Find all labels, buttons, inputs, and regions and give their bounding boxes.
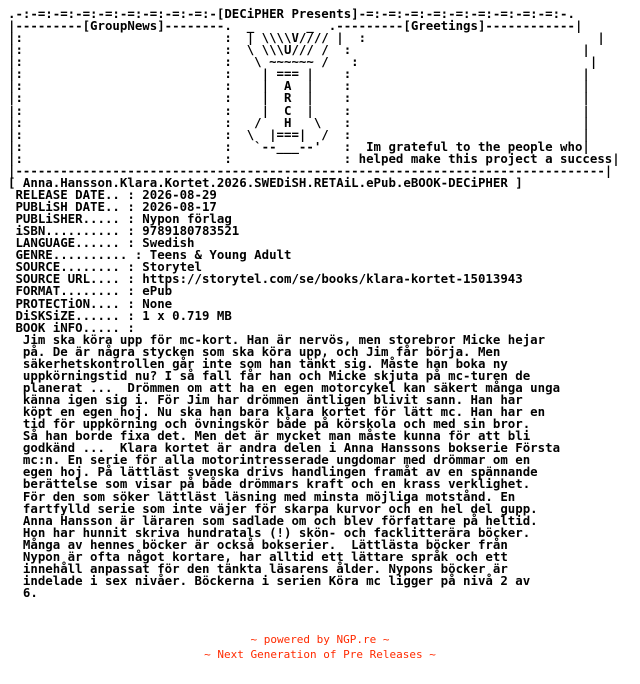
book-info-line: Många av hennes böcker är också bokserier. Lättlästa böcker från	[8, 536, 508, 552]
banner-line: |-------------------------------------------------------------------------------|	[8, 162, 613, 178]
book-info-line: Anna Hansson är läraren som sadlade om och blev författare på heltid.	[8, 512, 538, 528]
info-field-label: PUBLiSHER..... :	[8, 211, 143, 227]
info-field-label: RELEASE DATE.. :	[8, 186, 143, 202]
book-info-line: Jim ska köra upp för mc-kort. Han är nervös, men storebror Micke hejar	[8, 331, 546, 347]
info-field-label: PROTECTiON.... :	[8, 295, 143, 311]
book-info-line: fartfylld serie som inte väjer för skarpa kurvor och en hel del gupp.	[8, 500, 538, 516]
footer-tagline: ~ Next Generation of Pre Releases ~	[204, 648, 436, 661]
book-info-line: indelade i sex nivåer. Böckerna i serien Köra mc ligger på nivå 2 av	[8, 572, 531, 588]
book-info-line: planerat ... Drömmen om att ha en egen motorcykel kan säkert många unga	[8, 379, 561, 395]
banner-line: |: : `--___--' : Im grateful to the people who|	[8, 138, 590, 154]
info-field-label: DiSKSiZE...... :	[8, 307, 143, 323]
book-info-line: För den som söker lättläst läsning med minsta möjliga motstånd. En	[8, 488, 516, 504]
banner-line: |: : \ |===| / : |	[8, 126, 590, 142]
book-info-line: tid för uppkörning och övningskör både på körskola och med sin bror.	[8, 416, 531, 432]
info-field-value: 2026-08-29	[142, 186, 217, 202]
info-field-value: Swedish	[142, 235, 195, 251]
banner-line: |: : \ ~~~~~~ / : |	[8, 54, 598, 70]
info-field-label: FORMAT........ :	[8, 283, 143, 299]
info-field-value: 9789180783521	[142, 223, 240, 239]
book-info-line: innehåll anpassat för den tänkta läsarens ålder. Nypons böcker är	[8, 560, 508, 576]
info-field-value: https://storytel.com/se/books/klara-kortet-15013943	[142, 271, 523, 287]
banner-line: |: : | \\\\V//// | : |	[8, 30, 605, 46]
book-info-line: på. De är några stycken som ska köra upp, och Jim får börja. Men	[8, 343, 501, 359]
info-field-value: 2026-08-17	[142, 199, 217, 214]
banner-line: |: : | C | : |	[8, 102, 590, 118]
book-info-line: egen hoj. På lättläst svenska drivs handlingen framåt av en spännande	[8, 464, 538, 480]
book-info-line: köpt en egen hoj. Nu ska han bara klara kortet för lätt mc. Han har en	[8, 404, 546, 420]
book-info-line: Så han borde fixa det. Men det är mycket man måste kunna för att bli	[8, 428, 531, 444]
banner-line: |: : | A | : |	[8, 78, 590, 94]
info-field-label: SOURCE........ :	[8, 259, 143, 275]
info-field-label: LANGUAGE...... :	[8, 235, 143, 251]
info-field-value: 1 x 0.719 MB	[142, 307, 232, 323]
book-info-line: Nypon är ofta något kortare, har alltid ett lättare språk och ett	[8, 548, 508, 564]
book-info-line: säkerhetskontrollen går inte som han tänkt sig. Måste han boka ny	[8, 355, 508, 371]
banner-line: |: : / H \ : |	[8, 114, 590, 130]
info-field-label: SOURCE URL.... :	[8, 271, 143, 287]
book-info-line: 6.	[8, 585, 38, 600]
banner-line: |---------[GroupNews]--------. _ _ .---------[Greetings]------------|	[8, 18, 583, 34]
info-field-label: GENRE.......... :	[8, 247, 150, 263]
info-field-value: Nypon förlag	[142, 211, 232, 227]
book-info-line: mc:n. En serie för alla motorintresserade ungdomar med drömmar om en	[8, 452, 531, 468]
banner-line: |: : \ \\\U/// / : |	[8, 42, 590, 58]
info-field-value: None	[142, 295, 173, 311]
banner-line: |: : : helped make this project a success|	[8, 150, 620, 166]
info-field-label: iSBN.......... :	[8, 223, 143, 239]
info-field-value: Teens & Young Adult	[149, 247, 292, 263]
banner-line: .-:-=:-=:-=:-=:-=:-=:-=:-=:-[DECiPHER Presents]-=:-=:-=:-=:-=:-=:-=:-=:-=:-.	[8, 6, 575, 21]
footer-powered-by: ~ powered by NGP.re ~	[250, 633, 390, 646]
book-info-line: berättelse som visar på både drömmars kraft och en krass verklighet.	[8, 476, 531, 492]
banner-line: |: : | R | : |	[8, 90, 590, 106]
nfo-text	[8, 8, 620, 599]
info-field-label: PUBLiSH DATE.. :	[8, 199, 143, 214]
info-field-label: BOOK iNFO..... :	[8, 319, 143, 335]
book-info-line: godkänd ... Klara kortet är andra delen i Anna Hanssons bokserie Första	[8, 440, 561, 456]
info-field-value: Storytel	[142, 259, 202, 275]
book-info-line: känna igen sig i. För Jim har drömmen äntligen blivit sann. Han har	[8, 392, 523, 407]
book-info-line: uppkörningstid nu? I så fall får han och Micke skjuta på mc-turen de	[8, 367, 531, 383]
banner-line: |: : | === | : |	[8, 66, 590, 82]
release-title: [ Anna.Hansson.Klara.Kortet.2026.SWEDiSH.RETAiL.ePub.eBOOK-DECiPHER ]	[8, 174, 523, 190]
book-info-line: Hon har hunnit skriva hundratals (!) skön- och facklitterära böcker.	[8, 524, 531, 540]
info-field-value: ePub	[142, 283, 173, 299]
